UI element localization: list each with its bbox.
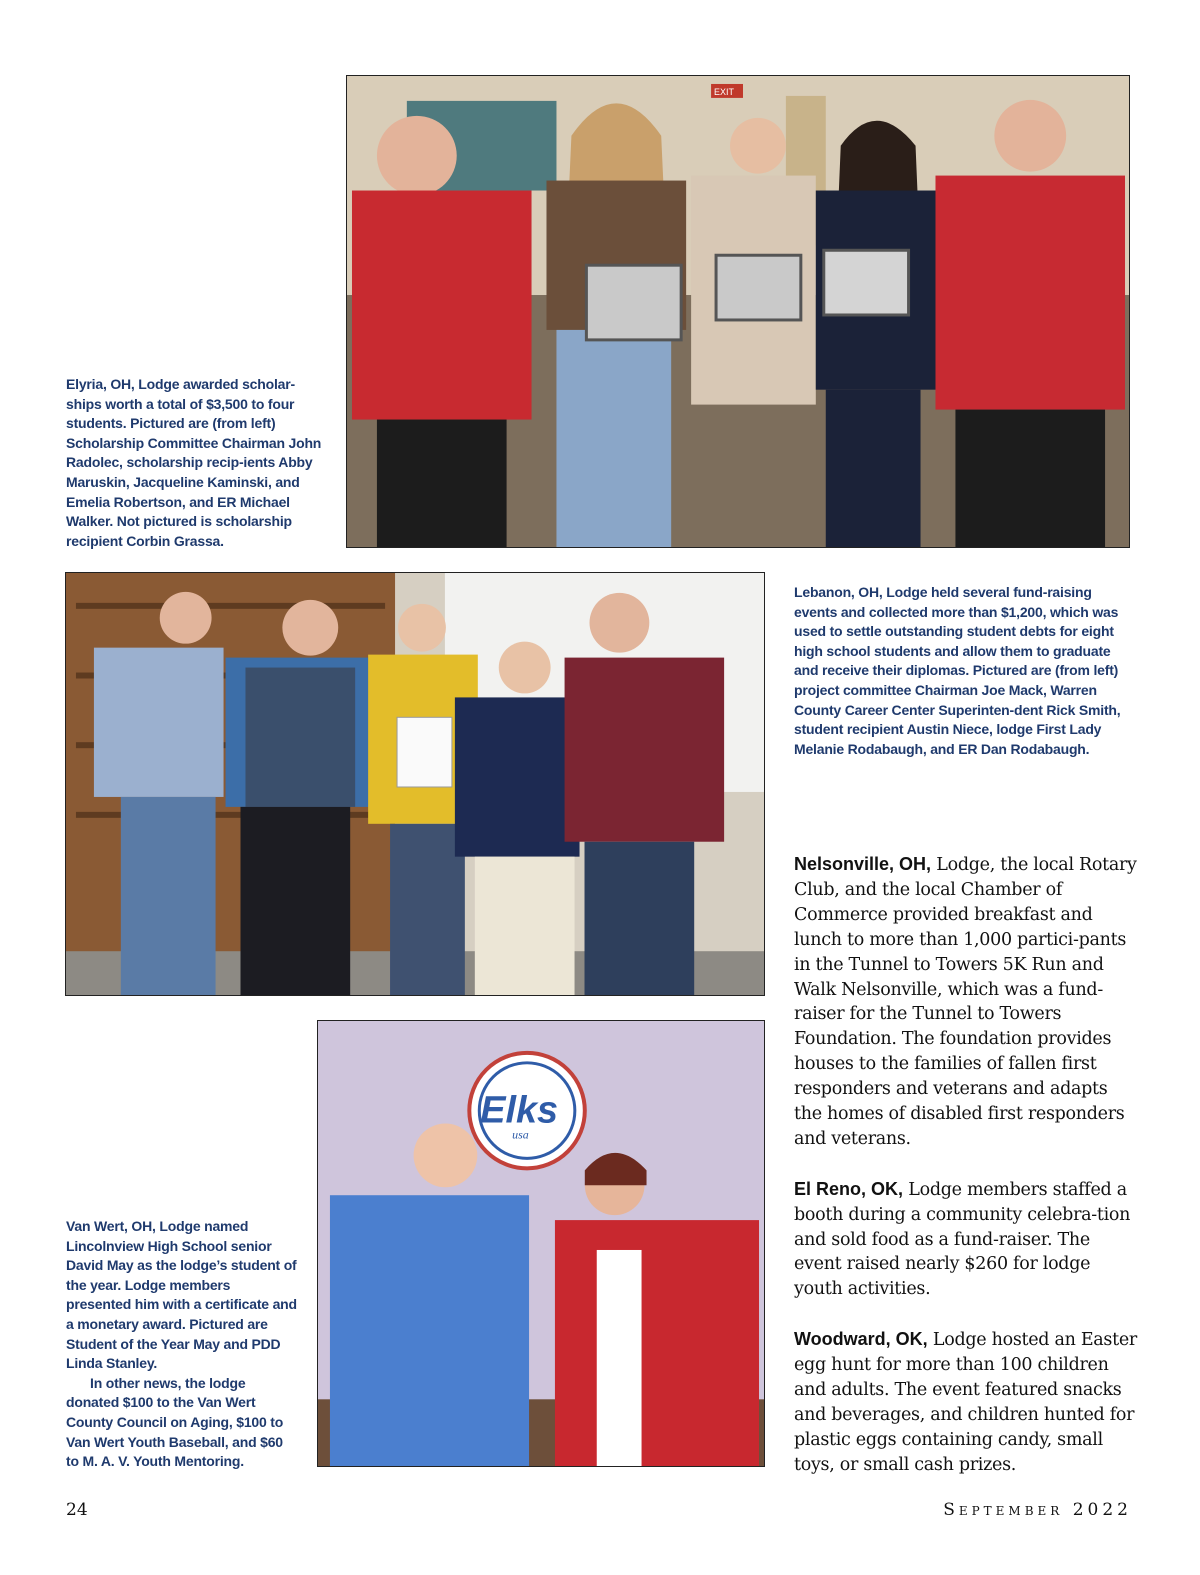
article-place-woodward: Woodward, OK, (794, 1329, 928, 1350)
article-nelsonville (794, 852, 1139, 1152)
caption-text-lebanon: Lodge held several fund-raising events and collected more than $1,200, which was used to settle outstanding student debts for eight high school students and allow them to graduate and receive their diplomas. Pictured are (from left) project committee Chairman Joe Mack, Warren County Career Center Superinten-dent Rick Smith, student recipient Austin Niece, lodge First Lady Melanie Rodabaugh, and ER Dan Rodabaugh. (794, 584, 1121, 757)
caption-lebanon (794, 583, 1130, 759)
article-place-nelsonville: Nelsonville, OH, (794, 854, 932, 874)
page-number: 24 (66, 1500, 88, 1520)
article-place-elreno: El Reno, OK, (794, 1178, 904, 1199)
photo-lebanon-fundraiser (65, 572, 765, 996)
article-text-elreno: Lodge members staffed a booth during a community celebra-tion and sold food as a fund-raiser. The event raised nearly $260 for lodge youth activities. (794, 1179, 1131, 1300)
article-elreno (794, 1177, 1139, 1303)
caption-text-elyria: Lodge awarded scholar-ships worth a total of $3,500 to four students. Pictured are (from left) Scholarship Committee Chairman John Radolec, scholarship recip-ients Abby Maruskin, Jacqueline Kaminski, and Emelia Robertson, and ER Michael Walker. Not pictured is scholarship recipient Corbin Grassa. (66, 376, 322, 549)
caption-place-lebanon: Lebanon, OH, (794, 584, 883, 600)
photo-elyria-scholarship (346, 75, 1130, 548)
article-text-woodward: Lodge hosted an Easter egg hunt for more than 100 children and adults. The event featured snacks and beverages, and children hunted for plastic eggs containing candy, small toys, or small cash prizes. (794, 1330, 1137, 1475)
article-column (794, 852, 1139, 1503)
article-text-nelsonville: Lodge, the local Rotary Club, and the local Chamber of Commerce provided breakfast and lunch to more than 1,000 partici-pants in the Tunnel to Towers 5K Run and Walk Nelsonville, which was a fund-raiser for the Tunnel to Towers Foundation. The foundation provides houses to the families of fallen first responders and veterans and adapts the homes of disabled first responders and veterans. (794, 855, 1137, 1149)
caption-elyria (66, 375, 328, 551)
photo-vanwert-student (317, 1020, 765, 1467)
article-woodward (794, 1327, 1139, 1477)
caption-place-vanwert: Van Wert, OH, (66, 1218, 156, 1234)
caption-place-elyria: Elyria, OH, (66, 376, 135, 392)
elks-logo-sub: usa (512, 1127, 529, 1142)
caption-text-vanwert-2: In other news, the lodge donated $100 to the Van Wert County Council on Aging, $100 to Van Wert Youth Baseball, and $60 to M. A. V. Youth Mentoring. (66, 1374, 284, 1470)
exit-sign: EXIT (714, 86, 734, 97)
elks-logo-text: Elks (480, 1089, 559, 1132)
caption-text-vanwert: Lodge named Lincolnview High School senior David May as the lodge’s student of the year. Lodge members presented him with a certificate and a monetary award. Pictured are Student of the Year May and PDD Linda Stanley. (66, 1218, 297, 1372)
caption-vanwert (66, 1217, 298, 1472)
issue-date: September 2022 (943, 1500, 1132, 1520)
